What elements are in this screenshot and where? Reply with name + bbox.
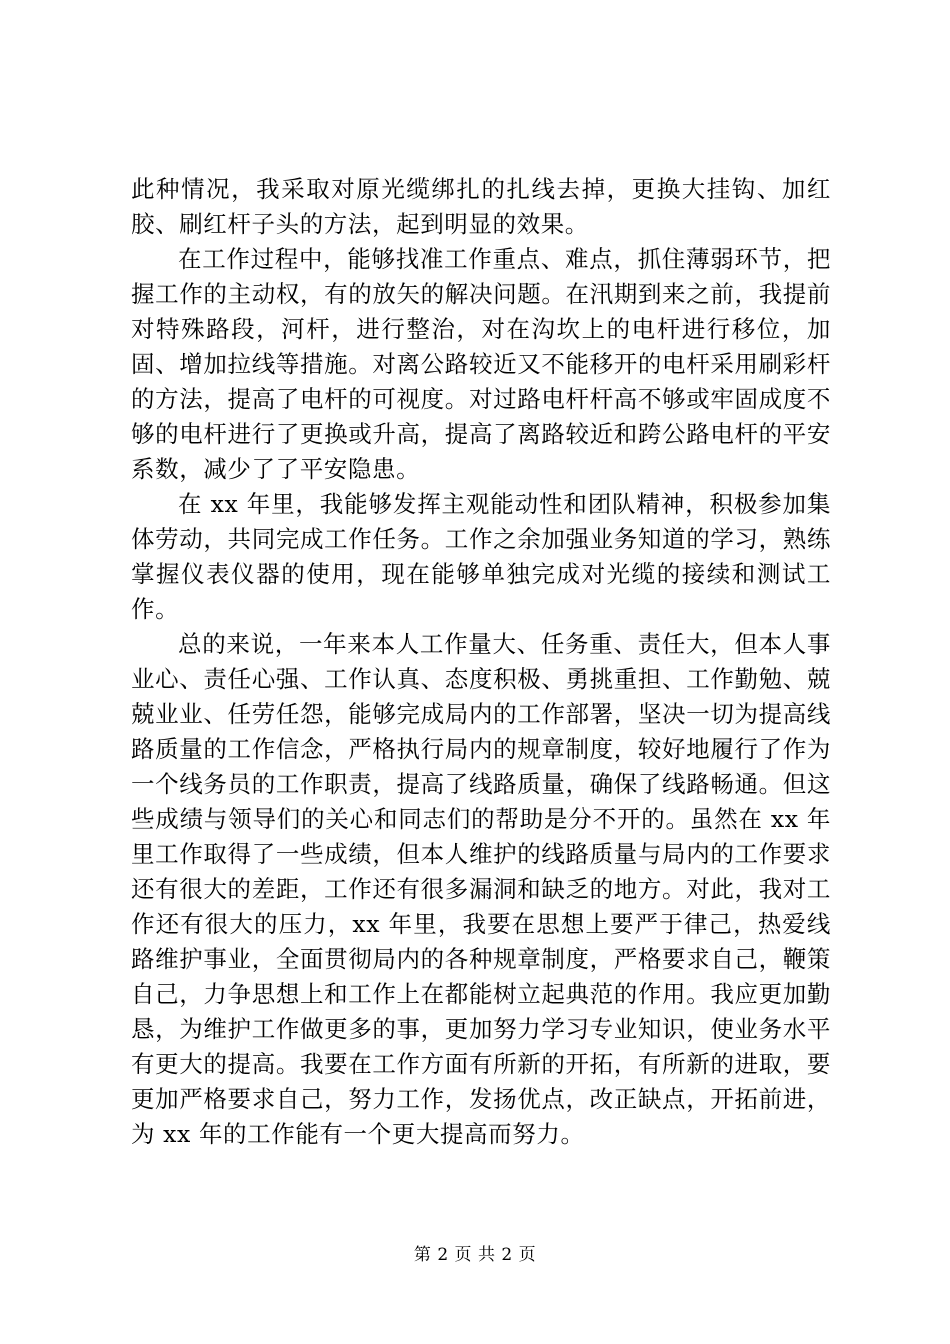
document-body [131,172,831,1152]
paragraph-4: 总的来说，一年来本人工作量大、任务重、责任大，但本人事业心、责任心强、工作认真、态度积极、勇挑重担、工作勤勉、兢兢业业、任劳任怨，能够完成局内的工作部署，坚决一切为提高线路质量的工作信念，严格执行局内的规章制度，较好地履行了作为一个线务员的工作职责，提高了线路质量，确保了线路畅通。但这些成绩与领导们的关心和同志们的帮助是分不开的。虽然在 xx 年里工作取得了一些成绩，但本人维护的线路质量与局内的工作要求还有很大的差距，工作还有很多漏洞和缺乏的地方。对此，我对工作还有很大的压力，xx 年里，我要在思想上要严于律己，热爱线路维护事业，全面贯彻局内的各种规章制度，严格要求自己，鞭策自己，力争思想上和工作上在都能树立起典范的作用。我应更加勤恳，为维护工作做更多的事，更加努力学习专业知识，使业务水平有更大的提高。我要在工作方面有所新的开拓，有所新的进取，要更加严格要求自己，努力工作，发扬优点，改正缺点，开拓前进，为 xx 年的工作能有一个更大提高而努力。 [131,630,831,1148]
page-number-footer: 第 2 页 共 2 页 [413,1245,537,1265]
paragraph-3: 在 xx 年里，我能够发挥主观能动性和团队精神，积极参加集体劳动，共同完成工作任务。工作之余加强业务知道的学习，熟练掌握仪表仪器的使用，现在能够单独完成对光缆的接续和测试工作。 [131,490,831,623]
paragraph-2: 在工作过程中，能够找准工作重点、难点，抓住薄弱环节，把握工作的主动权，有的放矢的解决问题。在汛期到来之前，我提前对特殊路段，河杆，进行整治，对在沟坎上的电杆进行移位，加固、增加拉线等措施。对离公路较近又不能移开的电杆采用刷彩杆的方法，提高了电杆的可视度。对过路电杆杆高不够或牢固成度不够的电杆进行了更换或升高，提高了离路较近和跨公路电杆的平安系数，减少了了平安隐患。 [131,245,831,483]
paragraph-1: 此种情况，我采取对原光缆绑扎的扎线去掉，更换大挂钩、加红胶、刷红杆子头的方法，起到明显的效果。 [131,175,831,238]
